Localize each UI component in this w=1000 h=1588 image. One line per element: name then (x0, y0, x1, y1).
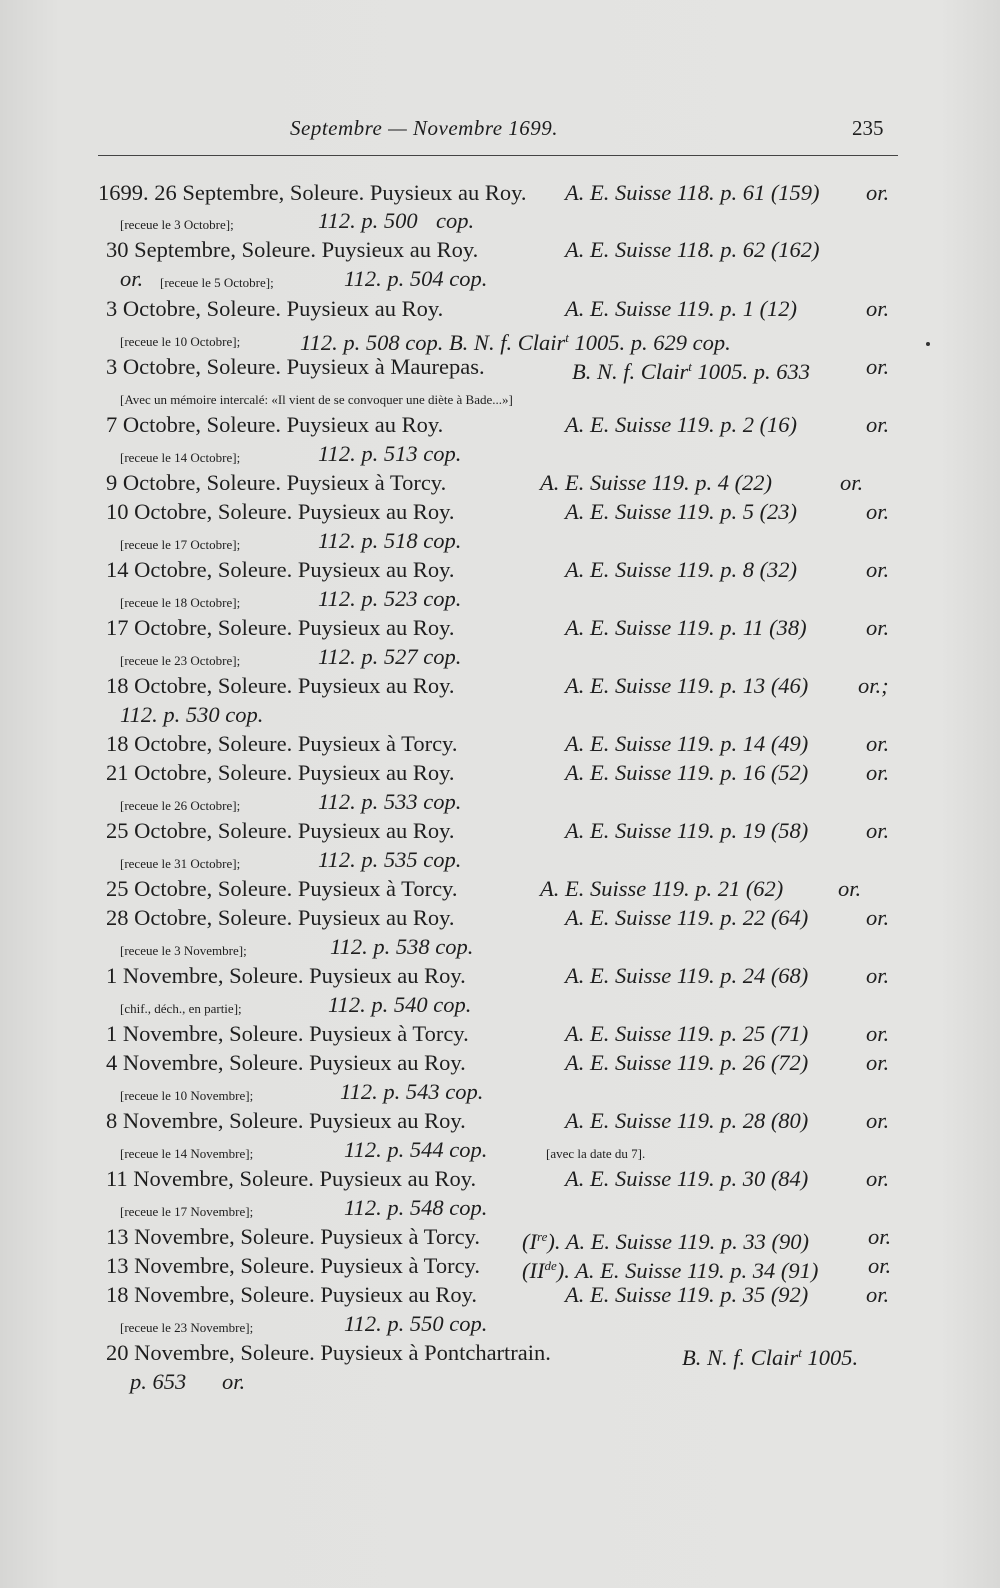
entry-note: or. (838, 876, 862, 901)
entry-line (0, 932, 1000, 962)
entry-text: 1699. 26 Septembre, Soleure. Puysieux au Roy. (98, 180, 527, 205)
entry-sub: [receue le 26 Octobre]; (120, 798, 241, 813)
entry-text: 14 Octobre, Soleure. Puysieux au Roy. (106, 557, 455, 582)
entry-text: 18 Novembre, Soleure. Puysieux au Roy. (106, 1282, 477, 1307)
entry-ref: A. E. Suisse 119. p. 4 (22) (540, 470, 773, 495)
entry-ref: 112. p. 508 cop. B. N. f. Clair$^t$ 1005. p. 629 cop. (300, 330, 731, 355)
entry-line (0, 555, 1000, 585)
entry-ref: A. E. Suisse 119. p. 5 (23) (565, 499, 798, 524)
entry-ref: 112. p. 527 cop. (318, 644, 462, 669)
entry-sub: [receue le 14 Octobre]; (120, 450, 241, 465)
page-number: 235 (852, 116, 884, 140)
entry-ref: 112. p. 500 (318, 208, 418, 233)
running-head (0, 116, 1000, 146)
entry-ref: 112. p. 518 cop. (318, 528, 462, 553)
entry-text: 9 Octobre, Soleure. Puysieux à Torcy. (106, 470, 447, 495)
entry-line (0, 845, 1000, 875)
entry-line (0, 1106, 1000, 1136)
entry-ref: A. E. Suisse 119. p. 22 (64) (565, 905, 809, 930)
entry-note: or. (866, 180, 890, 205)
entry-line (0, 178, 1000, 208)
entry-ref: 112. p. 535 cop. (318, 847, 462, 872)
entry-line (0, 990, 1000, 1020)
entry-ref: 112. p. 544 cop. (344, 1137, 488, 1162)
entry-note: or. (866, 731, 890, 756)
entry-line (0, 526, 1000, 556)
entry-ref: A. E. Suisse 119. p. 30 (84) (565, 1166, 809, 1191)
entry-text: 25 Octobre, Soleure. Puysieux au Roy. (106, 818, 455, 843)
entry-line (0, 1309, 1000, 1339)
entry-line (0, 1135, 1000, 1165)
entry-ref: A. E. Suisse 119. p. 8 (32) (565, 557, 798, 582)
entry-line (0, 671, 1000, 701)
entry-ref: A. E. Suisse 119. p. 16 (52) (565, 760, 809, 785)
entry-note: or. (866, 1021, 890, 1046)
entry-line (0, 729, 1000, 759)
entry-text: 13 Novembre, Soleure. Puysieux à Torcy. (106, 1224, 480, 1249)
entry-ref: A. E. Suisse 119. p. 25 (71) (565, 1021, 809, 1046)
entry-text: 7 Octobre, Soleure. Puysieux au Roy. (106, 412, 444, 437)
entry-note: or. (866, 963, 890, 988)
entry-sub: [receue le 3 Novembre]; (120, 943, 247, 958)
entry-note: or.; (858, 673, 889, 698)
entry-line (0, 787, 1000, 817)
entry-ref: 112. p. 504 cop. (344, 266, 488, 291)
entry-ref: 112. p. 533 cop. (318, 789, 462, 814)
entry-sub: [avec la date du 7]. (546, 1146, 646, 1161)
entry-note: or. (866, 412, 890, 437)
entry-line (0, 903, 1000, 933)
entry-note: or. (866, 1050, 890, 1075)
entry-sub: [receue le 10 Octobre]; (120, 334, 241, 349)
entry-text: 30 Septembre, Soleure. Puysieux au Roy. (106, 237, 479, 262)
entry-line (0, 497, 1000, 527)
entry-note: or. (866, 1282, 890, 1307)
entry-note: or. (866, 499, 890, 524)
entry-line (0, 206, 1000, 236)
entry-note: or. (866, 557, 890, 582)
entry-text: 18 Octobre, Soleure. Puysieux à Torcy. (106, 731, 458, 756)
entry-ref: 112. p. 540 cop. (328, 992, 472, 1017)
entry-ref: A. E. Suisse 119. p. 14 (49) (565, 731, 809, 756)
entry-note: or. (866, 296, 890, 321)
entry-ref: 112. p. 523 cop. (318, 586, 462, 611)
entry-line (0, 264, 1000, 294)
entry-ref: A. E. Suisse 119. p. 21 (62) (540, 876, 784, 901)
entry-sub: [receue le 23 Novembre]; (120, 1320, 254, 1335)
entry-text: 17 Octobre, Soleure. Puysieux au Roy. (106, 615, 455, 640)
entry-ref: 112. p. 530 cop. (120, 702, 264, 727)
entry-note: or. (866, 760, 890, 785)
entry-text: 3 Octobre, Soleure. Puysieux à Maurepas. (106, 354, 485, 379)
entry-sub: [receue le 10 Novembre]; (120, 1088, 254, 1103)
entry-text: 8 Novembre, Soleure. Puysieux au Roy. (106, 1108, 466, 1133)
entry-ref: 112. p. 548 cop. (344, 1195, 488, 1220)
header-rule (98, 155, 898, 156)
entry-ref: A. E. Suisse 118. p. 62 (162) (565, 237, 820, 262)
entry-line (0, 1222, 1000, 1252)
entry-ref: (IIde). A. E. Suisse 119. p. 34 (91) (522, 1258, 819, 1283)
entry-line (0, 410, 1000, 440)
entry-line (0, 294, 1000, 324)
entry-note: or. (866, 615, 890, 640)
running-title: Septembre — Novembre 1699. (290, 116, 559, 140)
entry-ref: B. N. f. Clair$^t$ 1005. p. 633 (572, 359, 811, 384)
entry-note: or. (866, 818, 890, 843)
entry-line (0, 1367, 1000, 1397)
entry-line (0, 323, 1000, 353)
entry-ref: A. E. Suisse 118. p. 61 (159) (565, 180, 820, 205)
entry-text: 20 Novembre, Soleure. Puysieux à Pontchartrain. (106, 1340, 551, 1365)
entry-sub: [receue le 23 Octobre]; (120, 653, 241, 668)
entry-line (0, 961, 1000, 991)
entry-line (0, 874, 1000, 904)
entry-ref: 112. p. 538 cop. (330, 934, 474, 959)
entry-line (0, 816, 1000, 846)
entry-sub: [receue le 14 Novembre]; (120, 1146, 254, 1161)
entry-line (0, 1048, 1000, 1078)
entry-line (0, 642, 1000, 672)
entry-note: or. (866, 1166, 890, 1191)
entry-note: or. (866, 1108, 890, 1133)
entry-ref: p. 653 (130, 1369, 187, 1394)
entry-line (0, 1077, 1000, 1107)
entry-line (0, 352, 1000, 382)
entry-line (0, 584, 1000, 614)
entry-ref: A. E. Suisse 119. p. 13 (46) (565, 673, 809, 698)
entry-sub: [chif., déch., en partie]; (120, 1001, 242, 1016)
entry-sub: [receue le 31 Octobre]; (120, 856, 241, 871)
entry-ref: A. E. Suisse 119. p. 2 (16) (565, 412, 798, 437)
entry-line (0, 1251, 1000, 1281)
entry-line (0, 439, 1000, 469)
entry-text: 28 Octobre, Soleure. Puysieux au Roy. (106, 905, 455, 930)
entry-note: or. (120, 266, 144, 291)
entry-text: 1 Novembre, Soleure. Puysieux à Torcy. (106, 1021, 469, 1046)
entry-line (0, 381, 1000, 411)
entry-line (0, 758, 1000, 788)
entry-sub: [receue le 17 Octobre]; (120, 537, 241, 552)
entry-text: 3 Octobre, Soleure. Puysieux au Roy. (106, 296, 444, 321)
entry-line (0, 468, 1000, 498)
entry-ref: A. E. Suisse 119. p. 26 (72) (565, 1050, 809, 1075)
entry-note: cop. (436, 208, 475, 233)
entry-sub: [receue le 18 Octobre]; (120, 595, 241, 610)
entry-sub: [receue le 3 Octobre]; (120, 217, 234, 232)
entry-note: or. (866, 354, 890, 379)
entry-sub: [receue le 5 Octobre]; (160, 275, 274, 290)
entry-note: or. (868, 1224, 892, 1249)
entry-text: 10 Octobre, Soleure. Puysieux au Roy. (106, 499, 455, 524)
entry-text: 25 Octobre, Soleure. Puysieux à Torcy. (106, 876, 458, 901)
entry-text: 4 Novembre, Soleure. Puysieux au Roy. (106, 1050, 466, 1075)
entry-ref: A. E. Suisse 119. p. 19 (58) (565, 818, 809, 843)
entry-line (0, 700, 1000, 730)
entry-text: 11 Novembre, Soleure. Puysieux au Roy. (106, 1166, 477, 1191)
entry-line (0, 1164, 1000, 1194)
entry-note: or. (866, 905, 890, 930)
entry-ref: 112. p. 543 cop. (340, 1079, 484, 1104)
entry-text: 21 Octobre, Soleure. Puysieux au Roy. (106, 760, 455, 785)
entry-text: 13 Novembre, Soleure. Puysieux à Torcy. (106, 1253, 480, 1278)
entry-ref: 112. p. 550 cop. (344, 1311, 488, 1336)
entry-ref: A. E. Suisse 119. p. 11 (38) (565, 615, 807, 640)
entry-ref: A. E. Suisse 119. p. 1 (12) (565, 296, 798, 321)
entry-line (0, 235, 1000, 265)
entry-line (0, 1193, 1000, 1223)
entry-ref: A. E. Suisse 119. p. 24 (68) (565, 963, 809, 988)
entry-ref: A. E. Suisse 119. p. 28 (80) (565, 1108, 809, 1133)
entry-ref: B. N. f. Clair$^t$ 1005. (682, 1345, 859, 1370)
entry-ref: A. E. Suisse 119. p. 35 (92) (565, 1282, 809, 1307)
entry-note: or. (840, 470, 864, 495)
entry-line (0, 1338, 1000, 1368)
entry-note: or. (868, 1253, 892, 1278)
entry-text: 18 Octobre, Soleure. Puysieux au Roy. (106, 673, 455, 698)
entry-line (0, 1280, 1000, 1310)
entry-line (0, 613, 1000, 643)
entry-text: 1 Novembre, Soleure. Puysieux au Roy. (106, 963, 466, 988)
entry-ref: (Ire). A. E. Suisse 119. p. 33 (90) (522, 1229, 809, 1254)
entry-sub: [receue le 17 Novembre]; (120, 1204, 254, 1219)
entry-ref: 112. p. 513 cop. (318, 441, 462, 466)
entry-line (0, 1019, 1000, 1049)
entry-sub: [Avec un mémoire intercalé: «Il vient de se convoquer une diète à Bade...»] (120, 392, 513, 407)
entry-note: or. (222, 1369, 246, 1394)
